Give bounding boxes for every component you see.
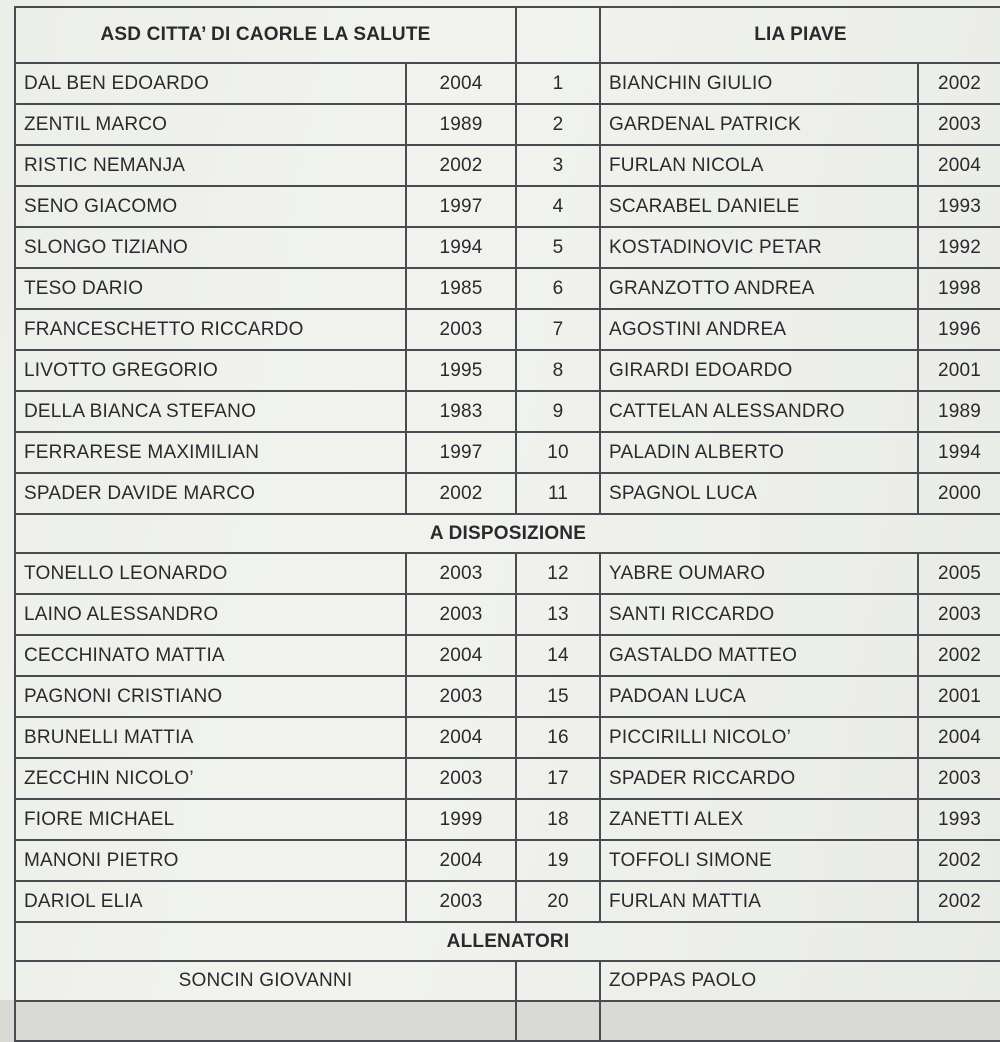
substitutes-section-row xyxy=(15,514,1000,553)
substitute-row xyxy=(15,594,1000,635)
shirt-number: 2 xyxy=(516,104,600,145)
shirt-number: 4 xyxy=(516,186,600,227)
shirt-number: 1 xyxy=(516,63,600,104)
starter-row xyxy=(15,473,1000,514)
substitute-row xyxy=(15,553,1000,594)
away-player-name: SANTI RICCARDO xyxy=(600,594,918,635)
coach-number-cell xyxy=(516,961,600,1001)
home-player-birth-year: 2003 xyxy=(406,309,516,350)
home-player-name: TESO DARIO xyxy=(15,268,406,309)
starter-row xyxy=(15,227,1000,268)
home-player-birth-year: 2004 xyxy=(406,635,516,676)
shirt-number: 20 xyxy=(516,881,600,922)
shirt-number: 3 xyxy=(516,145,600,186)
starter-row xyxy=(15,186,1000,227)
home-player-name: SENO GIACOMO xyxy=(15,186,406,227)
starter-row xyxy=(15,268,1000,309)
substitutes-section-title: A DISPOSIZIONE xyxy=(15,514,1000,553)
home-player-name: DELLA BIANCA STEFANO xyxy=(15,391,406,432)
away-player-birth-year: 1993 xyxy=(918,186,1000,227)
starter-row xyxy=(15,63,1000,104)
header-number-cell xyxy=(516,7,600,63)
substitute-row xyxy=(15,840,1000,881)
away-player-name: PADOAN LUCA xyxy=(600,676,918,717)
away-player-birth-year: 1996 xyxy=(918,309,1000,350)
home-player-name: SLONGO TIZIANO xyxy=(15,227,406,268)
home-player-name: SPADER DAVIDE MARCO xyxy=(15,473,406,514)
shirt-number: 12 xyxy=(516,553,600,594)
away-player-birth-year: 2005 xyxy=(918,553,1000,594)
lineup-table-body xyxy=(15,7,1000,1041)
home-player-birth-year: 2002 xyxy=(406,145,516,186)
away-player-name: GASTALDO MATTEO xyxy=(600,635,918,676)
bottom-right-cell xyxy=(600,1001,1000,1041)
bottom-middle-cell xyxy=(516,1001,600,1041)
away-player-birth-year: 2002 xyxy=(918,635,1000,676)
home-player-birth-year: 1997 xyxy=(406,432,516,473)
home-player-name: FERRARESE MAXIMILIAN xyxy=(15,432,406,473)
shirt-number: 6 xyxy=(516,268,600,309)
home-player-birth-year: 2003 xyxy=(406,676,516,717)
starter-row xyxy=(15,309,1000,350)
starter-row xyxy=(15,391,1000,432)
starter-row xyxy=(15,350,1000,391)
shirt-number: 5 xyxy=(516,227,600,268)
away-player-name: AGOSTINI ANDREA xyxy=(600,309,918,350)
home-player-name: LIVOTTO GREGORIO xyxy=(15,350,406,391)
away-player-birth-year: 1998 xyxy=(918,268,1000,309)
away-player-name: KOSTADINOVIC PETAR xyxy=(600,227,918,268)
home-coach-name: SONCIN GIOVANNI xyxy=(15,961,516,1001)
home-player-birth-year: 2003 xyxy=(406,594,516,635)
home-player-name: ZECCHIN NICOLO’ xyxy=(15,758,406,799)
home-player-birth-year: 1999 xyxy=(406,799,516,840)
away-player-birth-year: 1993 xyxy=(918,799,1000,840)
away-player-name: FURLAN NICOLA xyxy=(600,145,918,186)
home-player-birth-year: 1985 xyxy=(406,268,516,309)
away-player-birth-year: 2002 xyxy=(918,63,1000,104)
away-player-birth-year: 1989 xyxy=(918,391,1000,432)
substitute-row xyxy=(15,881,1000,922)
starter-row xyxy=(15,145,1000,186)
away-player-name: SCARABEL DANIELE xyxy=(600,186,918,227)
away-player-name: GIRARDI EDOARDO xyxy=(600,350,918,391)
home-player-name: CECCHINATO MATTIA xyxy=(15,635,406,676)
away-player-name: GARDENAL PATRICK xyxy=(600,104,918,145)
away-team-name: LIA PIAVE xyxy=(600,7,1000,63)
away-player-birth-year: 2002 xyxy=(918,881,1000,922)
away-player-birth-year: 2000 xyxy=(918,473,1000,514)
shirt-number: 8 xyxy=(516,350,600,391)
shirt-number: 19 xyxy=(516,840,600,881)
home-player-name: FRANCESCHETTO RICCARDO xyxy=(15,309,406,350)
bottom-left-cell xyxy=(15,1001,516,1041)
home-player-name: ZENTIL MARCO xyxy=(15,104,406,145)
home-player-name: RISTIC NEMANJA xyxy=(15,145,406,186)
away-player-name: FURLAN MATTIA xyxy=(600,881,918,922)
substitute-row xyxy=(15,676,1000,717)
home-player-birth-year: 2003 xyxy=(406,881,516,922)
lineup-table xyxy=(14,6,1000,1042)
away-player-birth-year: 1994 xyxy=(918,432,1000,473)
home-player-name: LAINO ALESSANDRO xyxy=(15,594,406,635)
shirt-number: 16 xyxy=(516,717,600,758)
home-player-name: BRUNELLI MATTIA xyxy=(15,717,406,758)
home-player-name: DAL BEN EDOARDO xyxy=(15,63,406,104)
away-player-birth-year: 2004 xyxy=(918,717,1000,758)
away-coach-name: ZOPPAS PAOLO xyxy=(600,961,1000,1001)
home-player-name: DARIOL ELIA xyxy=(15,881,406,922)
starter-row xyxy=(15,432,1000,473)
home-player-birth-year: 2004 xyxy=(406,63,516,104)
substitute-row xyxy=(15,635,1000,676)
home-player-birth-year: 2003 xyxy=(406,758,516,799)
away-player-birth-year: 2001 xyxy=(918,350,1000,391)
away-player-birth-year: 2001 xyxy=(918,676,1000,717)
away-player-name: GRANZOTTO ANDREA xyxy=(600,268,918,309)
home-player-birth-year: 1994 xyxy=(406,227,516,268)
away-player-birth-year: 2003 xyxy=(918,758,1000,799)
coaches-row xyxy=(15,961,1000,1001)
shirt-number: 9 xyxy=(516,391,600,432)
away-player-name: BIANCHIN GIULIO xyxy=(600,63,918,104)
shirt-number: 17 xyxy=(516,758,600,799)
away-player-birth-year: 2003 xyxy=(918,594,1000,635)
substitute-row xyxy=(15,758,1000,799)
away-player-name: TOFFOLI SIMONE xyxy=(600,840,918,881)
away-player-name: YABRE OUMARO xyxy=(600,553,918,594)
coaches-section-title: ALLENATORI xyxy=(15,922,1000,961)
substitute-row xyxy=(15,799,1000,840)
away-player-name: ZANETTI ALEX xyxy=(600,799,918,840)
away-player-name: PALADIN ALBERTO xyxy=(600,432,918,473)
home-player-birth-year: 1983 xyxy=(406,391,516,432)
home-team-name: ASD CITTA’ DI CAORLE LA SALUTE xyxy=(15,7,516,63)
away-player-birth-year: 1992 xyxy=(918,227,1000,268)
home-player-name: TONELLO LEONARDO xyxy=(15,553,406,594)
home-player-birth-year: 1989 xyxy=(406,104,516,145)
bottom-empty-row xyxy=(15,1001,1000,1041)
away-player-name: SPADER RICCARDO xyxy=(600,758,918,799)
home-player-birth-year: 2002 xyxy=(406,473,516,514)
shirt-number: 10 xyxy=(516,432,600,473)
home-player-birth-year: 2004 xyxy=(406,717,516,758)
home-player-birth-year: 2003 xyxy=(406,553,516,594)
home-player-name: MANONI PIETRO xyxy=(15,840,406,881)
substitute-row xyxy=(15,717,1000,758)
away-player-name: SPAGNOL LUCA xyxy=(600,473,918,514)
shirt-number: 11 xyxy=(516,473,600,514)
away-player-birth-year: 2002 xyxy=(918,840,1000,881)
shirt-number: 18 xyxy=(516,799,600,840)
shirt-number: 14 xyxy=(516,635,600,676)
shirt-number: 15 xyxy=(516,676,600,717)
shirt-number: 13 xyxy=(516,594,600,635)
team-header-row xyxy=(15,7,1000,63)
away-player-birth-year: 2004 xyxy=(918,145,1000,186)
home-player-birth-year: 2004 xyxy=(406,840,516,881)
home-player-birth-year: 1995 xyxy=(406,350,516,391)
away-player-birth-year: 2003 xyxy=(918,104,1000,145)
away-player-name: PICCIRILLI NICOLO’ xyxy=(600,717,918,758)
starter-row xyxy=(15,104,1000,145)
home-player-birth-year: 1997 xyxy=(406,186,516,227)
away-player-name: CATTELAN ALESSANDRO xyxy=(600,391,918,432)
coaches-section-row xyxy=(15,922,1000,961)
shirt-number: 7 xyxy=(516,309,600,350)
home-player-name: FIORE MICHAEL xyxy=(15,799,406,840)
home-player-name: PAGNONI CRISTIANO xyxy=(15,676,406,717)
